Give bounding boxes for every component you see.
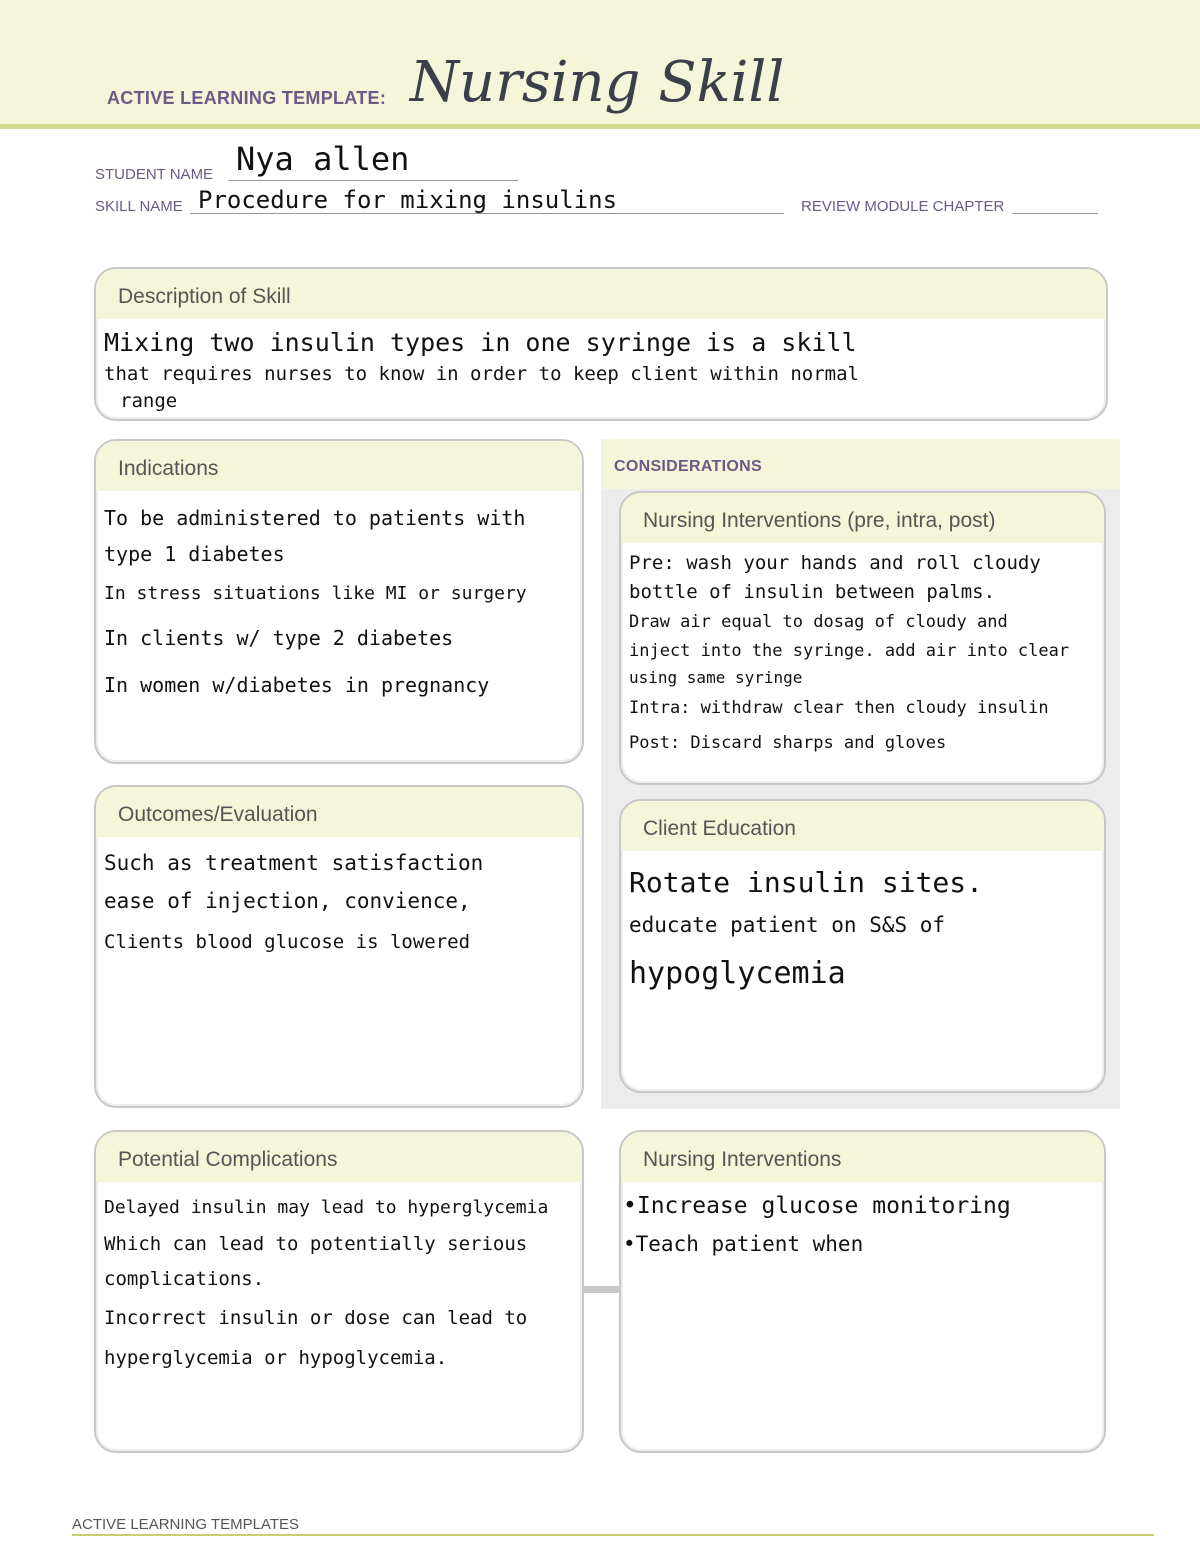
nursing-interventions-ppp-line[interactable]: inject into the syringe. add air into clear [629, 641, 1070, 661]
outcomes-line[interactable]: ease of injection, convience, [104, 889, 471, 913]
indications-line[interactable]: In women w/diabetes in pregnancy [104, 673, 490, 697]
client-education-line[interactable]: Rotate insulin sites. [629, 866, 984, 899]
review-module-field[interactable] [1012, 213, 1098, 214]
nursing-interventions-ppp-line[interactable]: Draw air equal to dosag of cloudy and [629, 612, 1008, 632]
nursing-interventions-card [619, 1130, 1106, 1453]
nursing-interventions-ppp-line[interactable]: Intra: withdraw clear then cloudy insulin [629, 698, 1049, 718]
skill-name-field[interactable]: Procedure for mixing insulins [198, 186, 618, 214]
nursing-interventions-heading: Nursing Interventions [621, 1132, 1104, 1182]
nursing-interventions-ppp-heading: Nursing Interventions (pre, intra, post) [621, 493, 1104, 543]
potential-complications-line[interactable]: complications. [104, 1268, 265, 1290]
indications-line[interactable]: In clients w/ type 2 diabetes [104, 626, 454, 650]
indications-line[interactable]: To be administered to patients with [104, 506, 526, 530]
potential-complications-line[interactable]: hyperglycemia or hypoglycemia. [104, 1347, 448, 1369]
review-module-label: REVIEW MODULE CHAPTER [801, 198, 1005, 215]
card-connector [583, 1286, 620, 1293]
outcomes-heading: Outcomes/Evaluation [96, 787, 582, 837]
template-label: ACTIVE LEARNING TEMPLATE: [107, 88, 387, 108]
header-rule [0, 124, 1200, 129]
footer-label: ACTIVE LEARNING TEMPLATES [72, 1516, 299, 1533]
outcomes-line[interactable]: Such as treatment satisfaction [104, 851, 484, 875]
description-line[interactable]: Mixing two insulin types in one syringe is a skill [104, 328, 857, 357]
indications-heading: Indications [96, 441, 582, 491]
skill-name-label: SKILL NAME [95, 198, 183, 215]
description-line[interactable]: that requires nurses to know in order to keep client within normal [104, 363, 859, 385]
footer-rule [72, 1534, 1154, 1536]
indications-line[interactable]: In stress situations like MI or surgery [104, 583, 527, 604]
potential-complications-heading: Potential Complications [96, 1132, 582, 1182]
nursing-interventions-ppp-line[interactable]: using same syringe [629, 668, 803, 687]
potential-complications-line[interactable]: Delayed insulin may lead to hyperglycemia [104, 1197, 549, 1218]
considerations-label: CONSIDERATIONS [614, 458, 762, 475]
nursing-interventions-ppp-line[interactable]: Post: Discard sharps and gloves [629, 733, 947, 753]
client-education-line[interactable]: educate patient on S&S of [629, 913, 946, 937]
student-name-label: STUDENT NAME [95, 166, 214, 183]
indications-card [94, 439, 584, 764]
description-heading: Description of Skill [96, 269, 1106, 319]
student-name-field[interactable]: Nya allen [236, 140, 410, 178]
nursing-interventions-ppp-card [619, 491, 1106, 785]
nursing-interventions-line[interactable]: •Increase glucose monitoring [623, 1193, 1011, 1219]
nursing-interventions-ppp-line[interactable]: Pre: wash your hands and roll cloudy [629, 552, 1041, 574]
client-education-line[interactable]: hypoglycemia [629, 956, 846, 991]
outcomes-card [94, 785, 584, 1108]
potential-complications-card [94, 1130, 584, 1453]
potential-complications-line[interactable]: Incorrect insulin or dose can lead to [104, 1307, 528, 1329]
nursing-interventions-line[interactable]: •Teach patient when [623, 1232, 864, 1256]
description-line[interactable]: range [120, 390, 178, 412]
client-education-heading: Client Education [621, 801, 1104, 851]
indications-line[interactable]: type 1 diabetes [104, 542, 285, 566]
nursing-interventions-ppp-line[interactable]: bottle of insulin between palms. [629, 581, 996, 603]
potential-complications-line[interactable]: Which can lead to potentially serious [104, 1233, 528, 1255]
outcomes-line[interactable]: Clients blood glucose is lowered [104, 931, 471, 953]
client-education-card [619, 799, 1106, 1093]
page-title: Nursing Skill [410, 50, 785, 115]
student-name-line [228, 180, 518, 181]
description-card [94, 267, 1108, 421]
